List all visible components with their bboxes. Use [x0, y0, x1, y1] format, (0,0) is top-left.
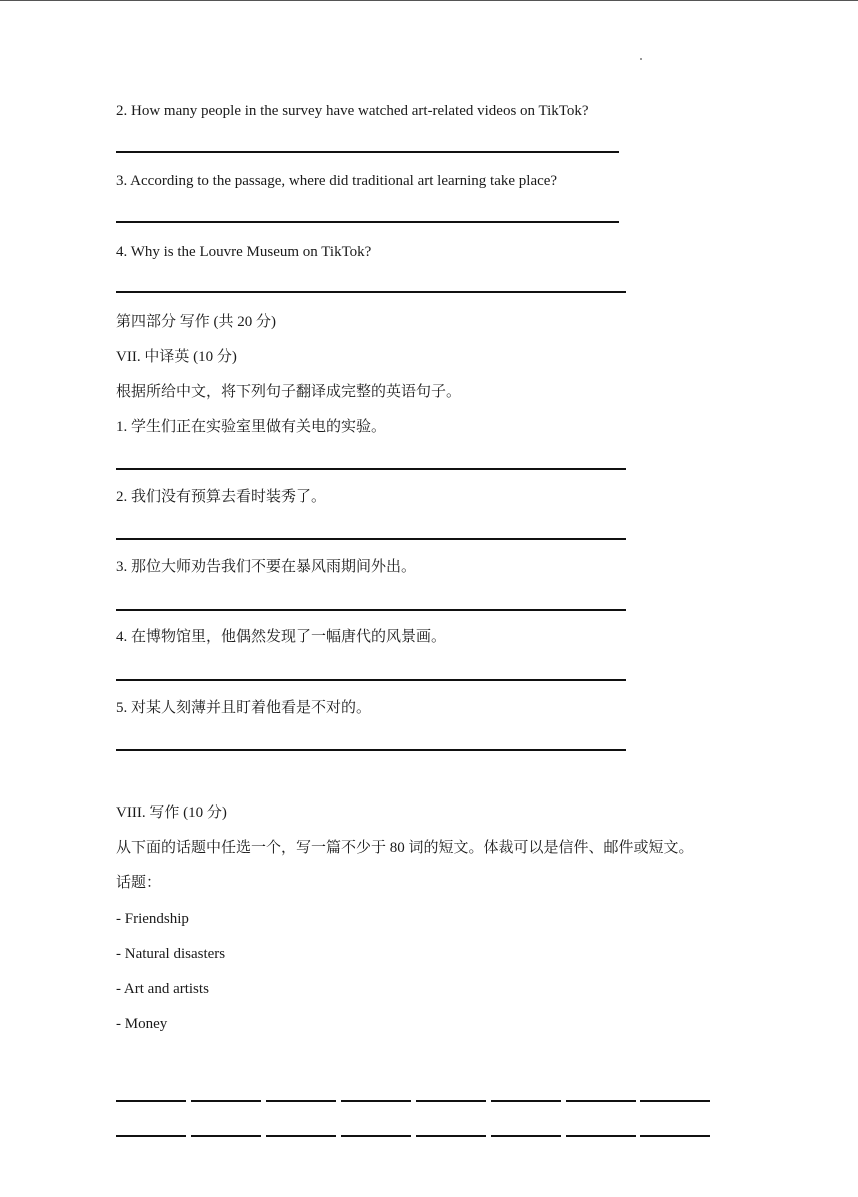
answer-line-t4[interactable] [116, 679, 626, 681]
writing-instruction: 从下面的话题中任选一个，写一篇不少于 80 词的短文。体裁可以是信件、邮件或短文。 [116, 840, 694, 856]
translation-item-4: 4. 在博物馆里，他偶然发现了一幅唐代的风景画。 [116, 629, 447, 645]
translation-item-1: 1. 学生们正在实验室里做有关电的实验。 [116, 419, 387, 435]
writing-line-segment [266, 1100, 336, 1102]
writing-line-segment [640, 1135, 710, 1137]
topic-item: - Art and artists [116, 981, 209, 997]
writing-line-segment [341, 1100, 411, 1102]
translation-item-2: 2. 我们没有预算去看时装秀了。 [116, 489, 327, 505]
page-top-border [0, 0, 858, 1]
answer-line-q3[interactable] [116, 221, 619, 223]
writing-line-segment [491, 1100, 561, 1102]
writing-line-segment [341, 1135, 411, 1137]
writing-line-segment [416, 1100, 486, 1102]
question-4: 4. Why is the Louvre Museum on TikTok? [116, 244, 372, 260]
answer-line-t3[interactable] [116, 609, 626, 611]
writing-line-segment [266, 1135, 336, 1137]
topic-item: - Natural disasters [116, 946, 226, 962]
translation-item-3: 3. 那位大师劝告我们不要在暴风雨期间外出。 [116, 559, 417, 575]
answer-line-t2[interactable] [116, 538, 626, 540]
translation-item-5: 5. 对某人刻薄并且盯着他看是不对的。 [116, 700, 372, 716]
section-seven-instruction: 根据所给中文，将下列句子翻译成完整的英语句子。 [116, 384, 462, 400]
writing-line-segment [416, 1135, 486, 1137]
answer-line-t5[interactable] [116, 749, 626, 751]
section-seven-title: VII. 中译英 (10 分) [116, 349, 237, 365]
part-four-heading: 第四部分 写作 (共 20 分) [116, 314, 276, 330]
topic-item: - Money [116, 1016, 168, 1032]
writing-line-segment [566, 1135, 636, 1137]
writing-title: VIII. 写作 (10 分) [116, 805, 227, 821]
writing-line-segment [191, 1135, 261, 1137]
writing-line-segment [116, 1135, 186, 1137]
answer-line-q4[interactable] [116, 291, 626, 293]
writing-line-segment [191, 1100, 261, 1102]
answer-line-q2[interactable] [116, 151, 619, 153]
topics-label: 话题： [116, 875, 162, 891]
writing-line-segment [116, 1100, 186, 1102]
answer-line-t1[interactable] [116, 468, 626, 470]
writing-line-segment [640, 1100, 710, 1102]
scan-dot [640, 58, 642, 60]
writing-line-segment [491, 1135, 561, 1137]
question-3: 3. According to the passage, where did traditional art learning take place? [116, 173, 558, 189]
writing-line-segment [566, 1100, 636, 1102]
topic-item: - Friendship [116, 911, 189, 927]
question-2: 2. How many people in the survey have watched art-related videos on TikTok? [116, 103, 589, 119]
